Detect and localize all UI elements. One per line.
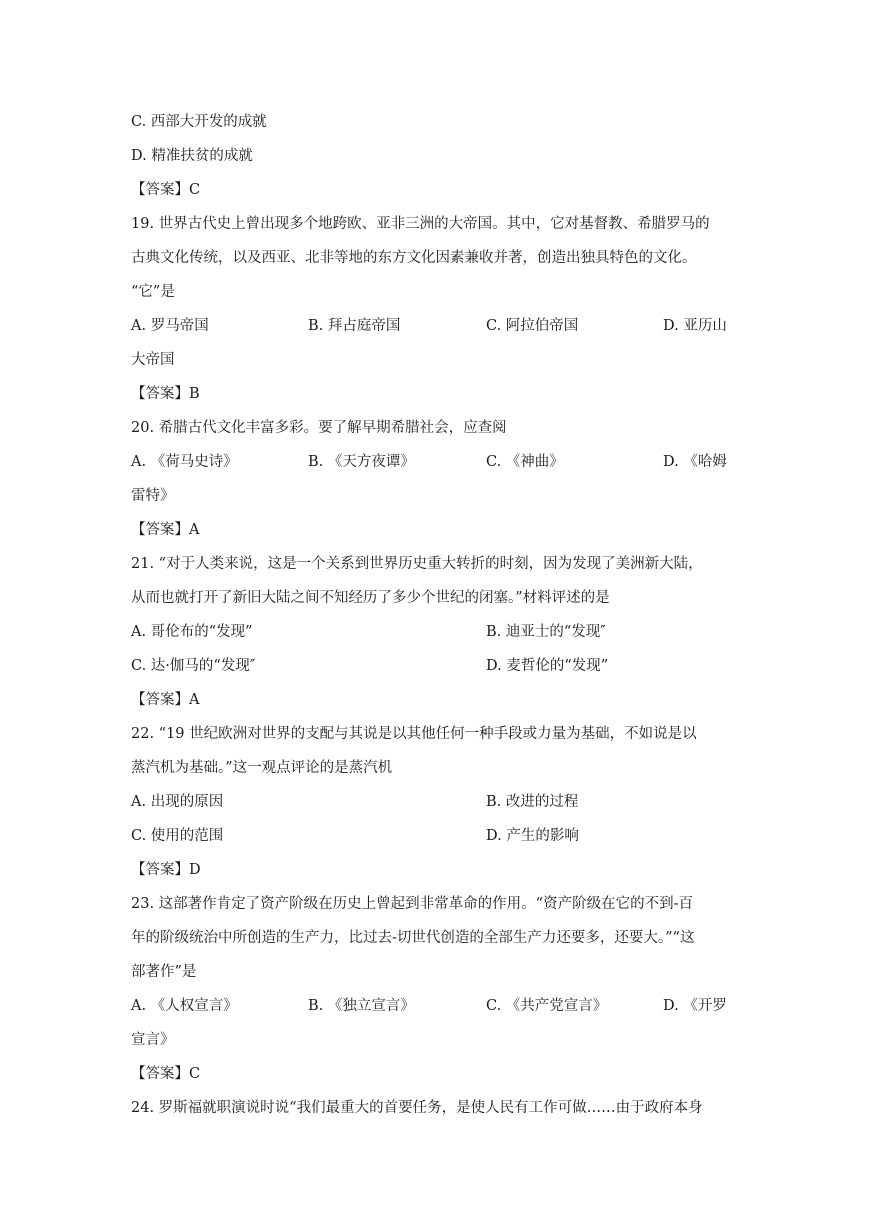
question-23-line-1: 23. 这部著作肯定了资产阶级在历史上曾起到非常革命的作用。“资产阶级在它的不到-百 — [131, 896, 693, 912]
q22-option-c: C. 使用的范围 — [131, 828, 224, 844]
question-23-line-3: 部著作”是 — [131, 964, 197, 980]
q23-option-d: D. 《开罗 — [663, 998, 727, 1014]
question-19-line-3: “它”是 — [131, 284, 175, 300]
answer-22: 【答案】D — [131, 862, 201, 878]
q20-option-d-continued: 雷特》 — [131, 488, 175, 504]
question-22-line-1: 22. “19 世纪欧洲对世界的支配与其说是以其他任何一种手段或力量为基础，不如说是以 — [131, 726, 697, 742]
q22-option-a: A. 出现的原因 — [131, 794, 224, 810]
q21-option-a: A. 哥伦布的“发现” — [131, 624, 253, 640]
q23-option-a: A. 《人权宣言》 — [131, 998, 238, 1014]
option-c-line: C. 西部大开发的成就 — [131, 114, 267, 130]
question-24-line-1: 24. 罗斯福就职演说时说“我们最重大的首要任务，是使人民有工作可做……由于政府本身 — [131, 1100, 703, 1116]
q21-option-d: D. 麦哲伦的“发现” — [486, 658, 609, 674]
question-19-line-2: 古典文化传统，以及西亚、北非等地的东方文化因素兼收并著，创造出独具特色的文化。 — [131, 250, 697, 266]
q22-option-d: D. 产生的影响 — [486, 828, 579, 844]
q21-option-c: C. 达·伽马的“发现″ — [131, 658, 256, 674]
answer-23: 【答案】C — [131, 1066, 201, 1082]
question-22-line-2: 蒸汽机为基础。”这一观点评论的是蒸汽机 — [131, 760, 393, 776]
q21-option-b: B. 迪亚士的“发现″ — [486, 624, 606, 640]
q20-option-c: C. 《神曲》 — [486, 454, 564, 470]
question-19-line-1: 19. 世界古代史上曾出现多个地跨欧、亚非三洲的大帝国。其中，它对基督教、希腊罗马的 — [131, 216, 710, 232]
question-21-line-1: 21. “对于人类来说，这是一个关系到世界历史重大转折的时刻，因为发现了美洲新大陆， — [131, 556, 703, 572]
answer-20: 【答案】A — [131, 522, 200, 538]
q23-option-c: C. 《共产党宣言》 — [486, 998, 608, 1014]
q20-option-d: D. 《哈姆 — [663, 454, 727, 470]
option-d-line: D. 精准扶贫的成就 — [131, 148, 253, 164]
q19-option-a: A. 罗马帝国 — [131, 318, 209, 334]
answer-21: 【答案】A — [131, 692, 200, 708]
q23-option-b: B. 《独立宣言》 — [308, 998, 415, 1014]
question-21-line-2: 从而也就打开了新旧大陆之间不知经历了多少个世纪的闭塞。”材料评述的是 — [131, 590, 610, 606]
question-20-line-1: 20. 希腊古代文化丰富多彩。要了解早期希腊社会，应查阅 — [131, 420, 507, 436]
q19-option-c: C. 阿拉伯帝国 — [486, 318, 579, 334]
q19-option-d: D. 亚历山 — [663, 318, 727, 334]
answer-19: 【答案】B — [131, 386, 200, 402]
q20-option-b: B. 《天方夜谭》 — [308, 454, 415, 470]
q20-option-a: A. 《荷马史诗》 — [131, 454, 238, 470]
question-23-line-2: 年的阶级统治中所创造的生产力，比过去-切世代创造的全部生产力还要多，还要大。”“这 — [131, 930, 695, 946]
answer-18: 【答案】C — [131, 182, 201, 198]
q19-option-d-continued: 大帝国 — [131, 352, 175, 368]
q19-option-b: B. 拜占庭帝国 — [308, 318, 401, 334]
q23-option-d-continued: 宣言》 — [131, 1032, 175, 1048]
q22-option-b: B. 改进的过程 — [486, 794, 579, 810]
